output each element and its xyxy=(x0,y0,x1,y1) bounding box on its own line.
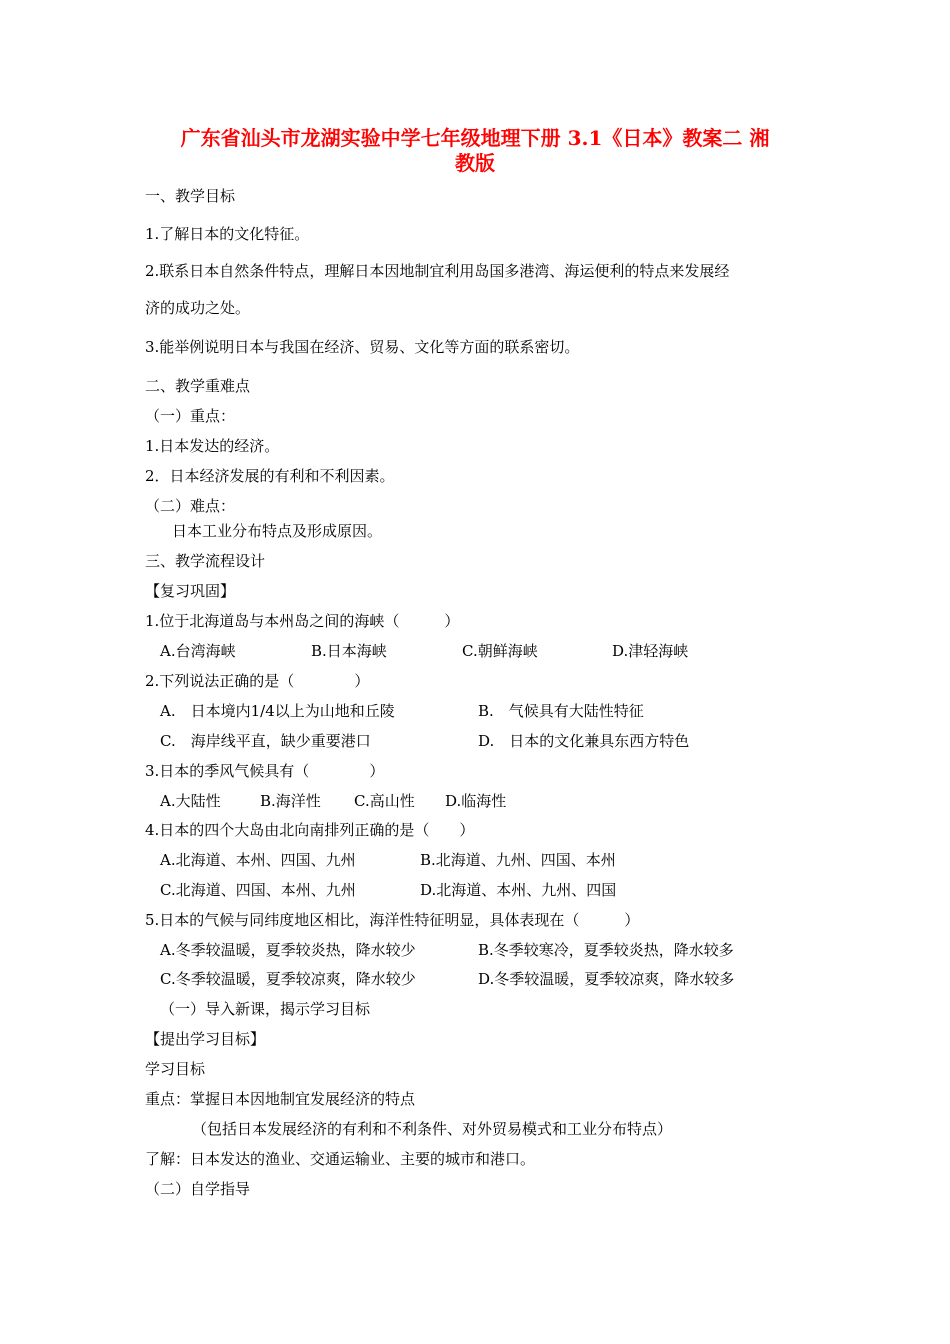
question-1-option-a: A.台湾海峡 xyxy=(160,642,236,660)
question-4-stem: 4.日本的四个大岛由北向南排列正确的是（ ） xyxy=(145,821,475,839)
goals-heading: 【提出学习目标】 xyxy=(145,1030,266,1048)
question-4-option-d: D.北海道、本州、九州、四国 xyxy=(420,881,617,899)
review-heading: 【复习巩固】 xyxy=(145,582,236,600)
question-4-option-c: C.北海道、四国、本州、九州 xyxy=(160,881,356,899)
difficulty-1: 日本工业分布特点及形成原因。 xyxy=(172,522,383,540)
question-2-stem: 2.下列说法正确的是（ ） xyxy=(145,672,370,690)
question-2-option-c: C. 海岸线平直，缺少重要港口 xyxy=(160,732,371,750)
study-goals-label: 学习目标 xyxy=(145,1060,206,1078)
question-2-option-b: B. 气候具有大陆性特征 xyxy=(478,702,644,720)
objective-3: 3.能举例说明日本与我国在经济、贸易、文化等方面的联系密切。 xyxy=(145,338,580,356)
question-3-option-a: A.大陆性 xyxy=(160,792,221,810)
question-5-option-a: A.冬季较温暖，夏季较炎热，降水较少 xyxy=(160,941,416,959)
question-1-stem: 1.位于北海道岛与本州岛之间的海峡（ ） xyxy=(145,612,460,630)
objective-2-line-2: 济的成功之处。 xyxy=(145,299,251,317)
understand-text: 了解：日本发达的渔业、交通运输业、主要的城市和港口。 xyxy=(145,1150,536,1168)
question-5-stem: 5.日本的气候与同纬度地区相比，海洋性特征明显，具体表现在（ ） xyxy=(145,911,640,929)
question-1-option-c: C.朝鲜海峡 xyxy=(462,642,538,660)
focus-text: 重点：掌握日本因地制宜发展经济的特点 xyxy=(145,1090,416,1108)
question-4-option-a: A.北海道、本州、四国、九州 xyxy=(160,851,356,869)
question-3-option-c: C.高山性 xyxy=(354,792,415,810)
focus-detail: （包括日本发展经济的有利和不利条件、对外贸易模式和工业分布特点） xyxy=(192,1120,673,1138)
question-4-option-b: B.北海道、九州、四国、本州 xyxy=(420,851,616,869)
title-line-1: 广东省汕头市龙湖实验中学七年级地理下册 3.1《日本》教案二 湘 xyxy=(180,126,770,150)
key-points-heading: （一）重点： xyxy=(145,407,236,425)
self-study-heading: （二）自学指导 xyxy=(145,1180,251,1198)
objective-1: 1.了解日本的文化特征。 xyxy=(145,225,310,243)
question-3-option-d: D.临海性 xyxy=(445,792,507,810)
document-title xyxy=(120,126,830,176)
section-heading-objectives: 一、教学目标 xyxy=(145,187,236,205)
section-heading-key-points: 二、教学重难点 xyxy=(145,377,251,395)
question-3-option-b: B.海洋性 xyxy=(260,792,321,810)
difficulty-heading: （二）难点： xyxy=(145,497,236,515)
question-5-option-d: D.冬季较温暖，夏季较凉爽，降水较多 xyxy=(478,970,735,988)
question-5-option-b: B.冬季较寒冷，夏季较炎热，降水较多 xyxy=(478,941,734,959)
question-3-stem: 3.日本的季风气候具有（ ） xyxy=(145,762,385,780)
question-2-option-a: A. 日本境内1/4以上为山地和丘陵 xyxy=(160,702,395,720)
question-1-option-b: B.日本海峡 xyxy=(311,642,387,660)
objective-2-line-1: 2.联系日本自然条件特点，理解日本因地制宜利用岛国多港湾、海运便利的特点来发展经 xyxy=(145,262,730,280)
intro-heading: （一）导入新课，揭示学习目标 xyxy=(160,1000,371,1018)
question-2-option-d: D. 日本的文化兼具东西方特色 xyxy=(478,732,690,750)
question-1-option-d: D.津轻海峡 xyxy=(612,642,689,660)
title-line-2: 教版 xyxy=(455,151,495,175)
key-point-1: 1.日本发达的经济。 xyxy=(145,437,280,455)
question-5-option-c: C.冬季较温暖，夏季较凉爽，降水较少 xyxy=(160,970,416,988)
key-point-2: 2．日本经济发展的有利和不利因素。 xyxy=(145,467,395,485)
section-heading-flow: 三、教学流程设计 xyxy=(145,552,266,570)
